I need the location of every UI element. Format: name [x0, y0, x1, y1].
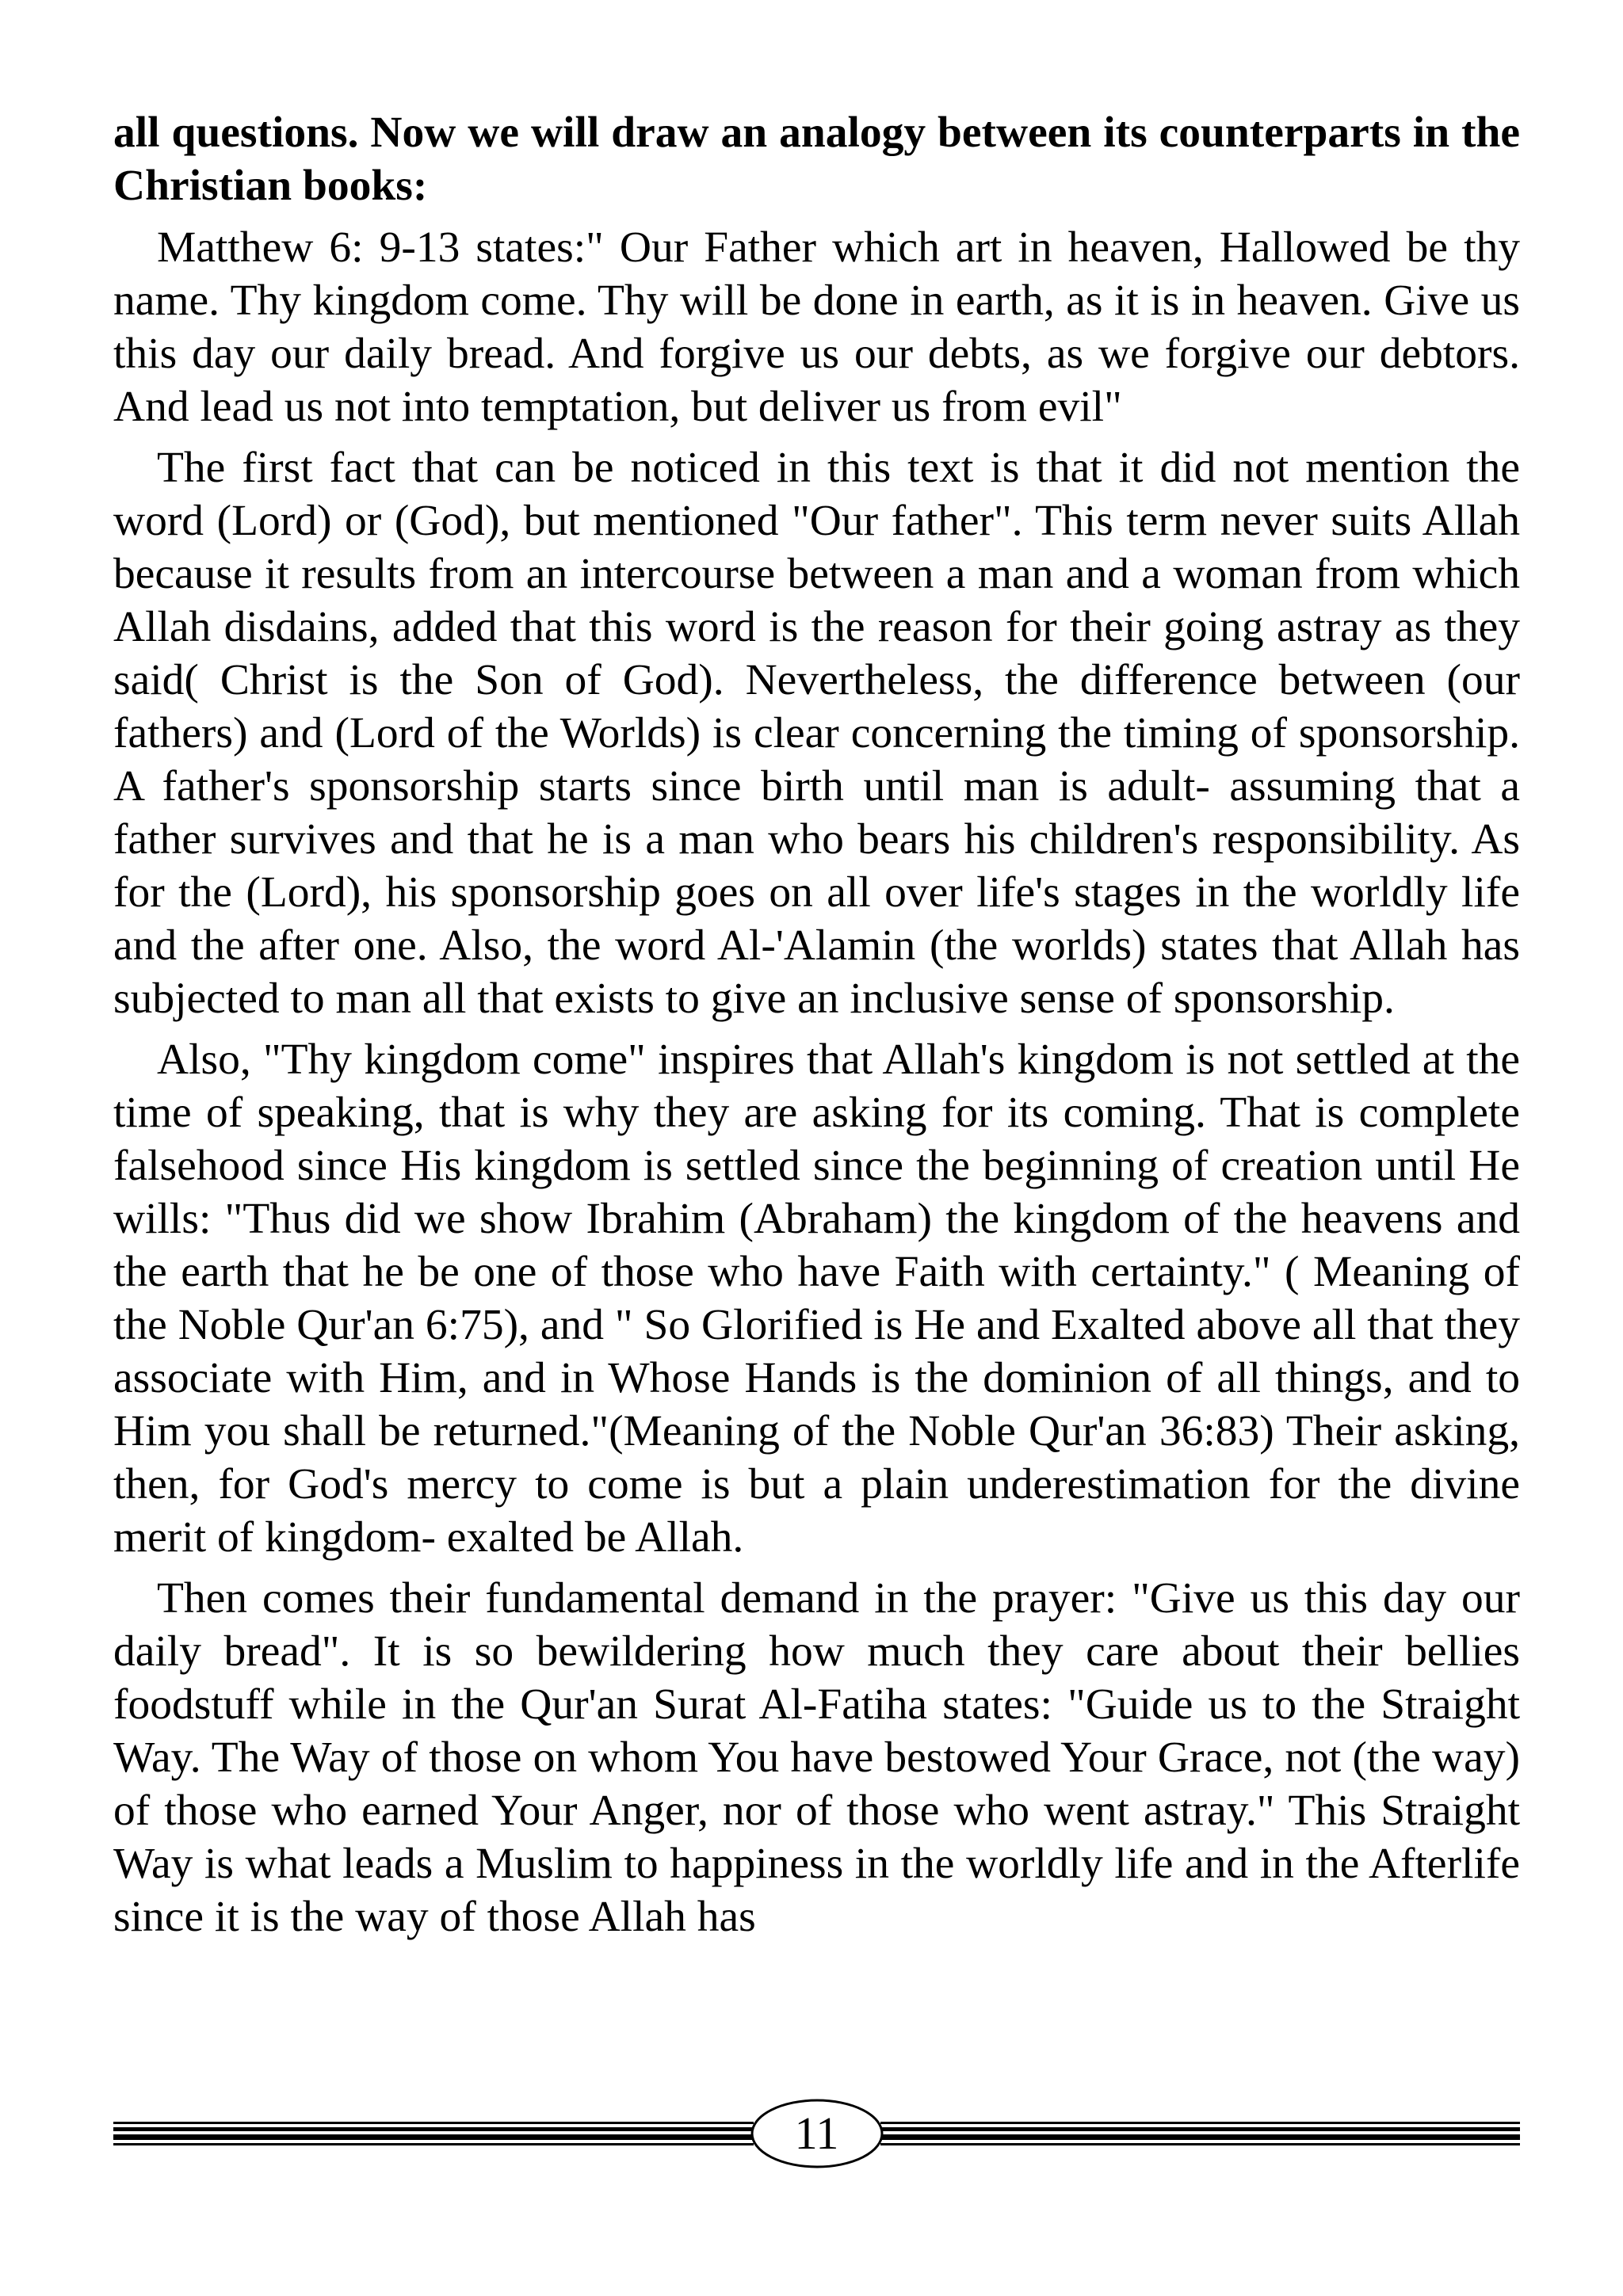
page-number: 11: [794, 2107, 839, 2159]
paragraph-matthew-quote: Matthew 6: 9-13 states:" Our Father which art in heaven, Hallowed be thy name. Thy kingdom come. Thy will be done in earth, as it is in heaven. Give us this day our daily bread. And forgive us our debts, as we forgive our debtors. And lead us not into temptation, but deliver us from evil": [113, 223, 1520, 431]
paragraph-kingdom-come: Also, "Thy kingdom come" inspires that Allah's kingdom is not settled at the time of speaking, that is why they are asking for its coming. That is complete falsehood since His kingdom is settled since the beginning of creation until He wills: "Thus did we show Ibrahim (Abraham) the kingdom of the heavens and the earth that he be one of those who have Faith with certainty." ( Meaning of the Noble Qur'an 6:75), and " So Glorified is He and Exalted above all that they associate with Him, and in Whose Hands is the dominion of all things, and to Him you shall be returned."(Meaning of the Noble Qur'an 36:83) Their asking, then, for God's mercy to come is but a plain underestimation for the divine merit of kingdom- exalted be Allah.: [113, 1035, 1520, 1562]
paragraph-bold-continuation: all questions. Now we will draw an analogy between its counterparts in the Christian books:: [113, 109, 1520, 210]
paragraph-our-father-analysis: The first fact that can be noticed in this text is that it did not mention the word (Lord) or (God), but mentioned "Our father". This term never suits Allah because it results from an intercourse between a man and a woman from which Allah disdains, added that this word is the reason for their going astray as they said( Christ is the Son of God). Nevertheless, the difference between (our fathers) and (Lord of the Worlds) is clear concerning the timing of sponsorship. A father's sponsorship starts since birth until man is adult- assuming that a father survives and that he is a man who bears his children's responsibility. As for the (Lord), his sponsorship goes on all over life's stages in the worldly life and the after one. Also, the word Al-'Alamin (the worlds) states that Allah has subjected to man all that exists to give an inclusive sense of sponsorship.: [113, 444, 1520, 1023]
page-footer: [113, 2098, 1520, 2169]
paragraph-daily-bread: Then comes their fundamental demand in the prayer: "Give us this day our daily bread". It is so bewildering how much they care about their bellies foodstuff while in the Qur'an Surat Al-Fatiha states: "Guide us to the Straight Way. The Way of those on whom You have bestowed Your Grace, not (the way) of those who earned Your Anger, nor of those who went astray." This Straight Way is what leads a Muslim to happiness in the worldly life and in the Afterlife since it is the way of those Allah has: [113, 1574, 1520, 1941]
page-body: [113, 107, 1520, 1953]
